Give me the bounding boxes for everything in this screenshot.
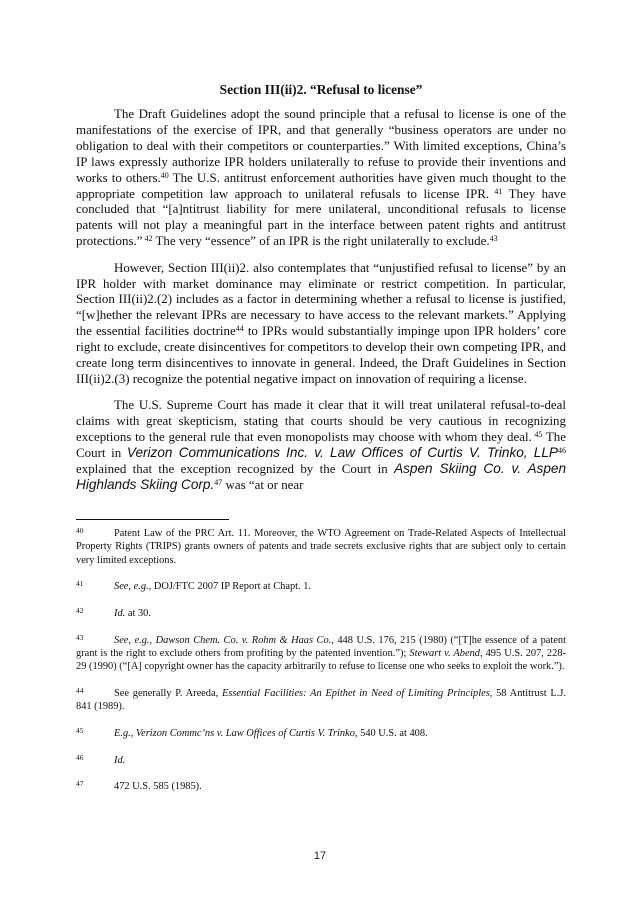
footnotes <box>76 527 566 807</box>
footnote-ref-40[interactable]: 40 <box>160 170 169 180</box>
footnote-47 <box>76 780 566 793</box>
footnote-text: Patent Law of the PRC Art. 11. Moreover, the WTO Agreement on Trade-Related Aspects of Intellectual Property Rights (TRIPS) grants owners of patents and trade secrets exclusive rights that are subject only to certain very limited exceptions. <box>76 528 566 566</box>
paragraph-2: However, Section III(ii)2. also contemplates that “unjustified refusal to license” by an IPR holder with market dominance may eliminate or restrict competition. In particular, Section III(ii)2.(2) includes as a factor in determining whether a refusal to license is justified, “[w]hether the relevant IPRs are necessary to have access to the relevant markets.” Applying the essential facilities doctrine$^{44}$ to IPRs would substantially impinge upon IPR holders’ core right to exclude, create disincentives for competitors to develop their own competing IPR, and create long term disincentives to innovate in general. Indeed, the Draft Guidelines in Section III(ii)2.(3) recognize the potential negative impact on innovation of requiring a license. <box>76 259 566 386</box>
footnote-41 <box>76 580 566 593</box>
footnote-number: 47 <box>76 779 84 789</box>
footnote-ref-42[interactable]: 42 <box>142 234 153 244</box>
footnote-number: 45 <box>76 726 84 735</box>
section-heading: Section III(ii)2. “Refusal to license” <box>219 82 423 97</box>
footnote-45 <box>76 727 566 740</box>
case-name-verizon: Verizon Communications Inc. v. Law Offices of Curtis V. Trinko, LLP <box>126 445 558 461</box>
footnote-number: 42 <box>76 606 84 615</box>
footnote-44 <box>76 687 566 714</box>
footnote-43 <box>76 634 566 674</box>
footnote-number: 43 <box>76 632 84 642</box>
footnote-46 <box>76 754 566 767</box>
footnote-ref-45[interactable]: 45 <box>531 430 543 440</box>
footnote-40 <box>76 527 566 567</box>
case-name-aspen: Aspen Skiing Co. v. Aspen Highlands Skiing Corp. <box>76 461 567 492</box>
footnote-number: 40 <box>76 526 84 535</box>
footnote-ref-43[interactable]: 43 <box>489 234 498 244</box>
footnote-text: See generally P. Areeda, Essential Facilities: An Epithet in Need of Limiting Principles, 58 Antitrust L.J. 841 (1989). <box>76 688 566 713</box>
footnote-divider <box>76 519 229 520</box>
footnote-text: Id. at 30. <box>114 608 151 619</box>
footnote-text: See, e.g., DOJ/FTC 2007 IP Report at Chapt. 1. <box>114 581 312 593</box>
footnote-number: 46 <box>76 752 84 762</box>
footnote-42 <box>76 607 566 620</box>
footnote-ref-41[interactable]: 41 <box>489 186 503 196</box>
footnote-text: 472 U.S. 585 (1985). <box>114 781 202 793</box>
paragraph-3: The U.S. Supreme Court has made it clear that it will treat unilateral refusal-to-deal claims with great skepticism, stating that courts should be very cautious in recognizing exceptions to the general rule that even monopolists may choose with whom they deal. $^{45}$ The Court in Verizon Communications Inc. v. Law Offices of Curtis V. Trinko, LLP$^{46}$ explained that the exception recognized by the Court in Aspen Skiing Co. v. Aspen Highlands Skiing Corp.$^{47}$ was “at or near <box>76 397 567 492</box>
body-text <box>76 106 566 503</box>
footnote-number: 41 <box>76 579 84 589</box>
footnote-text: See, e.g., Dawson Chem. Co. v. Rohm & Haas Co., 448 U.S. 176, 215 (1980) (“[T]he essence of a patent grant is the right to exclude others from profiting by the patented invention.”); Stewart v. Abend, 495 U.S. 207, 228-29 (1990) (“[A] copyright owner has the capacity arbitrarily to refuse to license one who seeks to exploit the work.”). <box>76 634 566 673</box>
footnote-ref-47[interactable]: 47 <box>214 477 223 487</box>
footnote-text: Id. <box>114 754 126 766</box>
footnote-text: E.g., Verizon Commc’ns v. Law Offices of Curtis V. Trinko, 540 U.S. at 408. <box>114 728 428 739</box>
paragraph-1: The Draft Guidelines adopt the sound principle that a refusal to license is one of the manifestations of the exercise of IPR, and that generally “business operators are under no obligation to deal with their competitors or counterparties.” With limited exceptions, China’s IP laws expressly authorize IPR holders unilaterally to refuse to provide their inventions and works to others.$^{40}$ The U.S. antitrust enforcement authorities have given much thought to the appropriate competition law approach to unilateral refusals to license IPR. $^{41}$ They have concluded that “[a]ntitrust liability for mere unilateral, unconditional refusals to license patents will not play a meaningful part in the interface between patent rights and antitrust protections.” $^{42}$ The very “essence” of an IPR is the right unilaterally to exclude.$^{43}$ <box>76 106 567 249</box>
footnote-ref-46[interactable]: 46 <box>558 446 566 456</box>
footnote-number: 44 <box>76 686 84 695</box>
page-number: 17 <box>313 850 327 862</box>
footnote-ref-44[interactable]: 44 <box>235 324 244 334</box>
